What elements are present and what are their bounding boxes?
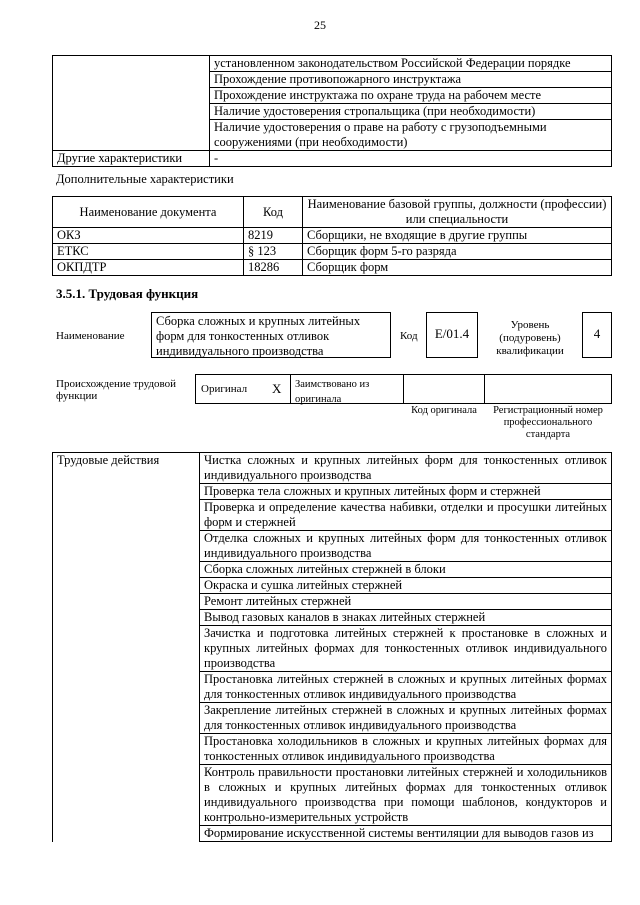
doc-name: ОКПДТР — [53, 260, 244, 276]
actions-table — [52, 452, 612, 842]
function-name: Сборка сложных и крупных литейных форм для тонкостенных отливок индивидуального производства — [156, 314, 361, 358]
requirements-table — [52, 55, 612, 167]
requirement-row — [53, 72, 612, 88]
level-label: Уровень (подуровень) квалификации — [496, 319, 564, 357]
additional-table — [52, 196, 612, 276]
code-original-label: Код оригинала — [411, 405, 477, 416]
original-mark: X — [272, 381, 282, 396]
requirement-label: Другие характеристики — [53, 151, 210, 167]
function-name-box — [151, 312, 391, 358]
borrowed-box — [290, 374, 404, 404]
action-item: Вывод газовых каналов в знаках литейных стержней — [200, 610, 612, 626]
action-item: Контроль правильности простановки литейных стержней и холодильников в сложных и крупных литейных формах для тонкостенных отливок индивидуального производства при помощи шаблонов, кондукторов и контрольно-измерительных устройств — [200, 765, 612, 826]
code-original-box — [403, 374, 485, 404]
doc-code: 8219 — [244, 228, 303, 244]
code-label: Код — [400, 330, 418, 342]
name-label: Наименование — [56, 330, 125, 342]
requirement-row — [53, 120, 612, 151]
level-value: 4 — [593, 326, 601, 341]
requirement-value: Прохождение инструктажа по охране труда на рабочем месте — [210, 88, 612, 104]
header-group: Наименование базовой группы, должности (профессии) или специальности — [303, 197, 612, 228]
action-row — [53, 453, 612, 484]
original-box — [195, 374, 291, 404]
action-item: Окраска и сушка литейных стержней — [200, 578, 612, 594]
requirement-row — [53, 151, 612, 167]
reg-number-box — [484, 374, 612, 404]
level-box — [582, 312, 612, 358]
requirement-value: установленном законодательством Российской Федерации порядке — [210, 56, 612, 72]
header-doc: Наименование документа — [53, 197, 244, 228]
action-item: Простановка холодильников в сложных и крупных литейных формах для тонкостенных отливок индивидуального производства — [200, 734, 612, 765]
requirement-value: - — [210, 151, 612, 167]
function-code-box — [426, 312, 478, 358]
borrowed-label: Заимствовано из оригинала — [295, 379, 370, 405]
doc-code: 18286 — [244, 260, 303, 276]
action-item: Простановка литейных стержней в сложных и крупных литейных формах для тонкостенных отливок индивидуального производства — [200, 672, 612, 703]
requirement-label — [53, 56, 210, 72]
reg-number-label: Регистрационный номер профессионального стандарта — [493, 405, 603, 440]
requirement-label — [53, 104, 210, 120]
origin-label: Происхождение трудовой функции — [56, 378, 177, 402]
group-name: Сборщик форм 5-го разряда — [303, 244, 612, 260]
requirement-value: Прохождение противопожарного инструктажа — [210, 72, 612, 88]
action-item: Проверка тела сложных и крупных литейных форм и стержней — [200, 484, 612, 500]
action-item: Закрепление литейных стержней в сложных и крупных литейных формах для тонкостенных отливок индивидуального производства — [200, 703, 612, 734]
requirement-row — [53, 104, 612, 120]
action-item: Проверка и определение качества набивки, отделки и просушки литейных форм и стержней — [200, 500, 612, 531]
function-title: 3.5.1. Трудовая функция — [56, 286, 199, 301]
requirement-label — [53, 72, 210, 88]
additional-row — [53, 260, 612, 276]
action-item: Зачистка и подготовка литейных стержней к простановке в сложных и крупных литейных формах для тонкостенных отливок индивидуального производства — [200, 626, 612, 672]
requirement-label — [53, 88, 210, 104]
header-code: Код — [244, 197, 303, 228]
requirement-value: Наличие удостоверения о праве на работу с грузоподъемными сооружениями (при необходимости) — [210, 120, 612, 151]
group-name: Сборщики, не входящие в другие группы — [303, 228, 612, 244]
requirement-row — [53, 88, 612, 104]
action-item: Сборка сложных литейных стержней в блоки — [200, 562, 612, 578]
doc-name: ОКЗ — [53, 228, 244, 244]
doc-name: ЕТКС — [53, 244, 244, 260]
action-item: Ремонт литейных стержней — [200, 594, 612, 610]
function-code: E/01.4 — [434, 326, 470, 341]
requirement-row — [53, 56, 612, 72]
additional-title: Дополнительные характеристики — [56, 172, 234, 186]
page-number: 25 — [314, 18, 326, 32]
action-item: Формирование искусственной системы вентиляции для выводов газов из — [200, 826, 612, 842]
additional-row — [53, 228, 612, 244]
actions-label: Трудовые действия — [53, 453, 200, 842]
doc-code: § 123 — [244, 244, 303, 260]
original-label: Оригинал — [201, 383, 248, 395]
action-item: Отделка сложных и крупных литейных форм для тонкостенных отливок индивидуального производства — [200, 531, 612, 562]
action-item: Чистка сложных и крупных литейных форм для тонкостенных отливок индивидуального производства — [200, 453, 612, 484]
requirement-value: Наличие удостоверения стропальщика (при необходимости) — [210, 104, 612, 120]
group-name: Сборщик форм — [303, 260, 612, 276]
requirement-label — [53, 120, 210, 151]
additional-row — [53, 244, 612, 260]
